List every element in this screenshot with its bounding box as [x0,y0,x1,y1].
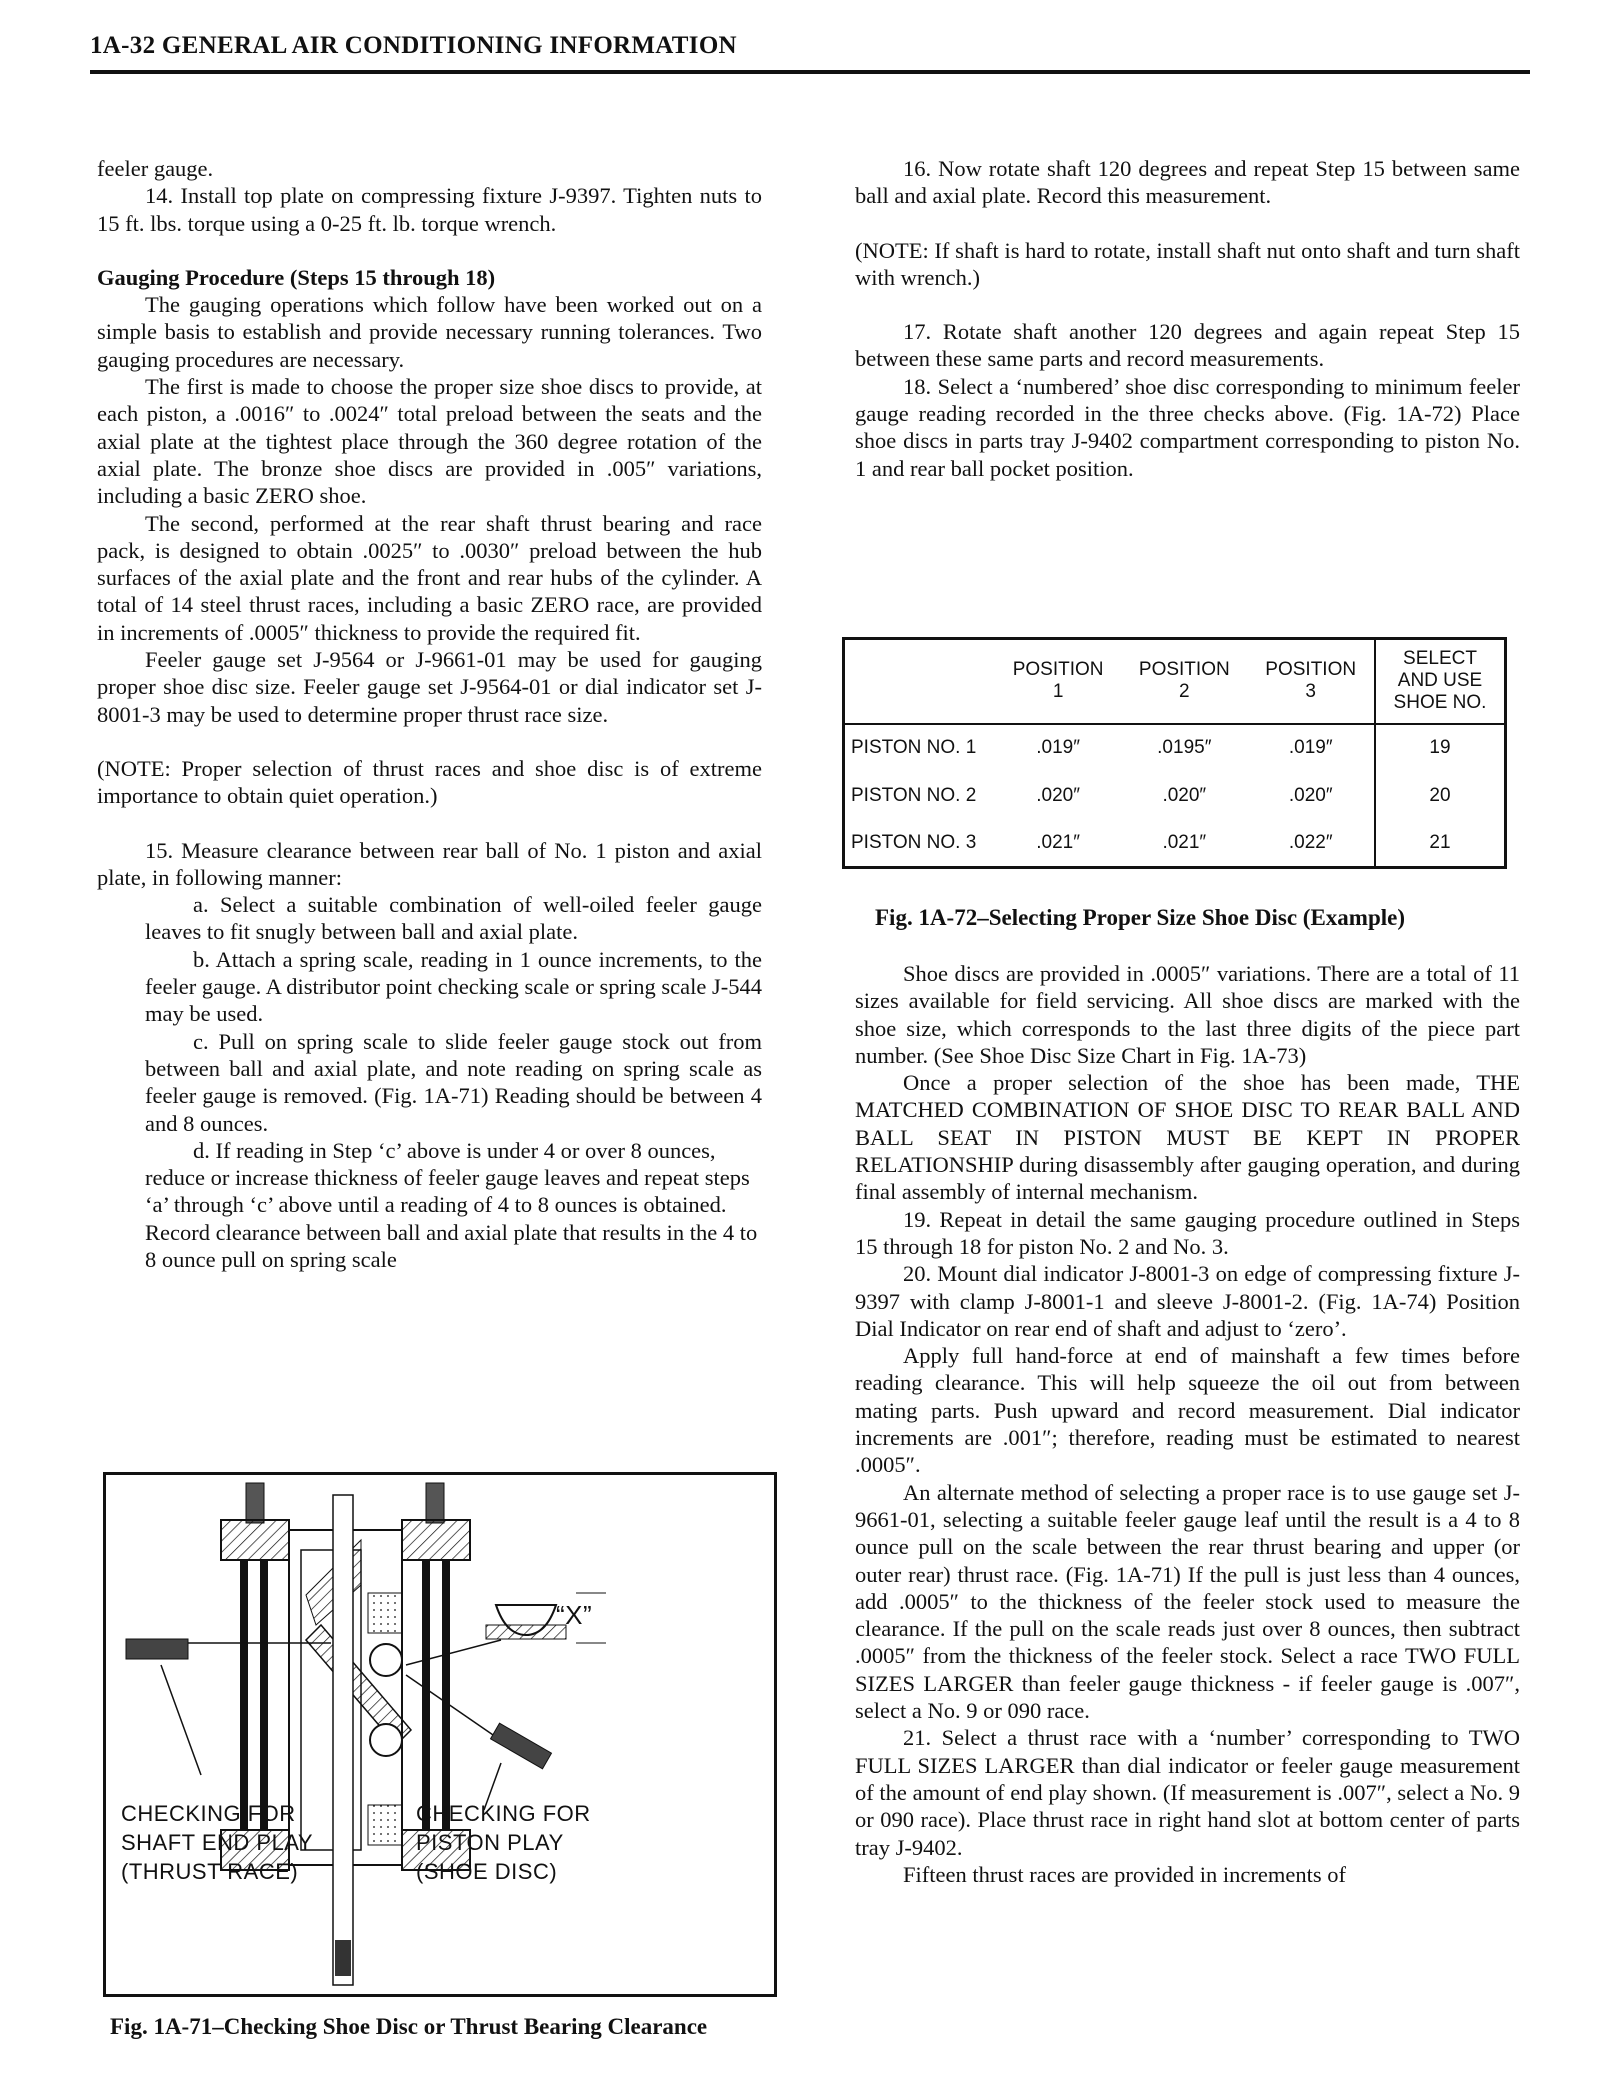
figure-1a-72-caption: Fig. 1A-72–Selecting Proper Size Shoe Disc (Example) [875,905,1405,930]
step-15a: a. Select a suitable combination of well-oiled feeler gauge leaves to fit snugly between ball and axial plate. [145,892,762,945]
header-position-3: POSITION 3 [1265,659,1357,703]
header-rule [90,70,1530,74]
label-line: (SHOE DISC) [416,1859,558,1884]
page-title: 1A-32 GENERAL AIR CONDITIONING INFORMATION [90,32,737,59]
shoe-disc-table [842,637,1507,869]
label-line: CHECKING FOR [416,1801,591,1826]
cell-shoe-no: 20 [1375,772,1506,820]
step-16: 16. Now rotate shaft 120 degrees and repeat Step 15 between same ball and axial plate. Record this measurement. [855,156,1520,209]
step-15b: b. Attach a spring scale, reading in 1 ounce increments, to the feeler gauge. A distributor point checking scale or spring scale J-544 may be used. [145,946,762,1027]
row-label: PISTON NO. 1 [851,737,977,758]
cell-position-1: .021″ [1036,831,1080,853]
step-15c: c. Pull on spring scale to slide feeler gauge stock out from between ball and axial plate, and note reading on spring scale as feeler gauge is removed. (Fig. 1A-71) Reading should be between 4 and 8 ounces. [145,1028,762,1136]
table-row [844,724,1506,772]
paragraph: Once a proper selection of the shoe has been made, THE MATCHED COMBINATION OF SHOE DISC TO REAR BALL AND BALL SEAT IN PISTON MUST BE KEPT IN PROPER RELATIONSHIP during disassembly after gauging operation, and during final assembly of internal mechanism. [855,1070,1520,1205]
section-heading: Gauging Procedure (Steps 15 through 18) [97,264,496,290]
row-label: PISTON NO. 2 [851,784,977,806]
label-line: CHECKING FOR [121,1801,296,1826]
paragraph: feeler gauge. [97,156,214,181]
step-15: 15. Measure clearance between rear ball of No. 1 piston and axial plate, in following manner: [97,837,762,890]
table-row [844,820,1506,868]
step-14: 14. Install top plate on compressing fixture J-9397. Tighten nuts to 15 ft. lbs. torque using a 0-25 ft. lb. torque wrench. [97,183,762,236]
cell-shoe-no: 21 [1375,820,1506,868]
paragraph: Fifteen thrust races are provided in increments of [903,1861,1346,1887]
step-18: 18. Select a ‘numbered’ shoe disc corresponding to minimum feeler gauge reading recorded in the three checks above. (Fig. 1A-72) Place shoe discs in parts tray J-9402 compartment corresponding to piston No. 1 and rear ball pocket position. [855,373,1520,481]
note: (NOTE: Proper selection of thrust races and shoe disc is of extreme importance to obtain quiet operation.) [97,755,762,809]
step-21: 21. Select a thrust race with a ‘number’ corresponding to TWO FULL SIZES LARGER than dial indicator or feeler gauge measurement of the amount of end play shown. (If measurement is .007″, select a No. 9 or 090 race). Place thrust race in right hand slot at bottom center of parts tray J-9402. [855,1725,1520,1860]
label-line: PISTON PLAY [416,1830,564,1855]
dimension-x-label: “X” [556,1600,593,1630]
cell-position-2: .021″ [1162,831,1207,853]
figure-1a-71-caption: Fig. 1A-71–Checking Shoe Disc or Thrust Bearing Clearance [110,2014,708,2039]
paragraph: The second, performed at the rear shaft thrust bearing and race pack, is designed to obtain .0025″ to .0030″ preload between the hub surfaces of the axial plate and the front and rear hubs of the cylinder. A total of 14 steel thrust races, including a basic ZERO race, are provided in increments of .0005″ thickness to provide the required fit. [97,510,762,645]
right-column-bottom [855,960,1520,1888]
right-column-top [855,155,1520,482]
note: (NOTE: If shaft is hard to rotate, install shaft nut onto shaft and turn shaft with wrench.) [855,237,1520,290]
cell-position-2: .020″ [1162,784,1207,806]
figure-1a-71 [103,1472,777,1997]
paragraph: Apply full hand-force at end of mainshaft a few times before reading clearance. This will help squeeze the oil out from between mating parts. Push upward and record measurement. Dial indicator increments are .001″; therefore, reading must be estimated to nearest .0005″. [855,1343,1520,1478]
step-19: 19. Repeat in detail the same gauging procedure outlined in Steps 15 through 18 for piston No. 2 and No. 3. [855,1206,1520,1259]
header-select-shoe: SELECT AND USE SHOE NO. [1375,639,1506,724]
page-header [90,32,1530,60]
cell-position-3: .019″ [1288,737,1333,758]
cell-position-1: .019″ [1036,737,1080,758]
header-position-1: POSITION 1 [1012,659,1104,703]
paragraph: Feeler gauge set J-9564 or J-9661-01 may be used for gauging proper shoe disc size. Feeler gauge set J-9564-01 or dial indicator set J-8001-3 may be used to determine proper thrust race size. [97,647,762,727]
paragraph: An alternate method of selecting a proper race is to use gauge set J-9661-01, selecting a suitable feeler gauge leaf until the result is a 4 to 8 ounce pull on the scale between the rear thrust bearing and upper (or outer rear) thrust race. (Fig. 1A-71) If the pull is just less than 4 ounces, add .0005″ to the thickness of the feeler stock used to measure the clearance. If the pull on the scale reads just over 8 ounces, then subtract .0005″ from the thickness of the feeler stock. Select a race TWO FULL SIZES LARGER than feeler gauge thickness - if feeler gauge is .007″, select a No. 9 or 090 race. [855,1479,1520,1724]
paragraph: The first is made to choose the proper size shoe discs to provide, at each piston, a .0016″ to .0024″ total preload between the seats and the axial plate at the tightest place through the 360 degree rotation of the axial plate. The bronze shoe discs are provided in .005″ variations, including a basic ZERO shoe. [97,374,762,509]
step-20: 20. Mount dial indicator J-8001-3 on edge of compressing fixture J-9397 with clamp J-8001-1 and sleeve J-8001-2. (Fig. 1A-74) Position Dial Indicator on rear end of shaft and adjust to ‘zero’. [855,1261,1520,1341]
label-line: SHAFT END PLAY [121,1830,314,1855]
label-shaft-end-play [121,1799,313,1886]
cell-shoe-no: 19 [1375,724,1506,772]
header-position-2: POSITION 2 [1138,659,1230,703]
row-label: PISTON NO. 3 [851,831,977,853]
table-row [844,772,1506,820]
paragraph: The gauging operations which follow have been worked out on a simple basis to establish and provide necessary running tolerances. Two gauging procedures are necessary. [97,292,762,372]
left-column [97,155,762,1273]
label-line: (THRUST RACE) [121,1859,299,1884]
label-piston-play [416,1799,591,1886]
paragraph: Shoe discs are provided in .0005″ variations. There are a total of 11 sizes available for field servicing. All shoe discs are marked with the shoe size, which corresponds to the last three digits of the piece part number. (See Shoe Disc Size Chart in Fig. 1A-73) [855,961,1520,1068]
step-15d: d. If reading in Step ‘c’ above is under 4 or over 8 ounces, reduce or increase thickness of feeler gauge leaves and repeat steps ‘a’ through ‘c’ above until a reading of 4 to 8 ounces is obtained. Record clearance between ball and axial plate that results in the 4 to 8 ounce pull on spring scale [145,1137,758,1272]
header-empty [844,639,996,724]
compressor-cross-section-icon [106,1475,774,1994]
table-header-row [844,639,1506,724]
cell-position-3: .022″ [1288,831,1333,853]
cell-position-1: .020″ [1036,784,1080,806]
step-17: 17. Rotate shaft another 120 degrees and again repeat Step 15 between these same parts and record measurements. [855,319,1520,372]
cell-position-2: .0195″ [1157,737,1212,758]
cell-position-3: .020″ [1288,784,1333,806]
